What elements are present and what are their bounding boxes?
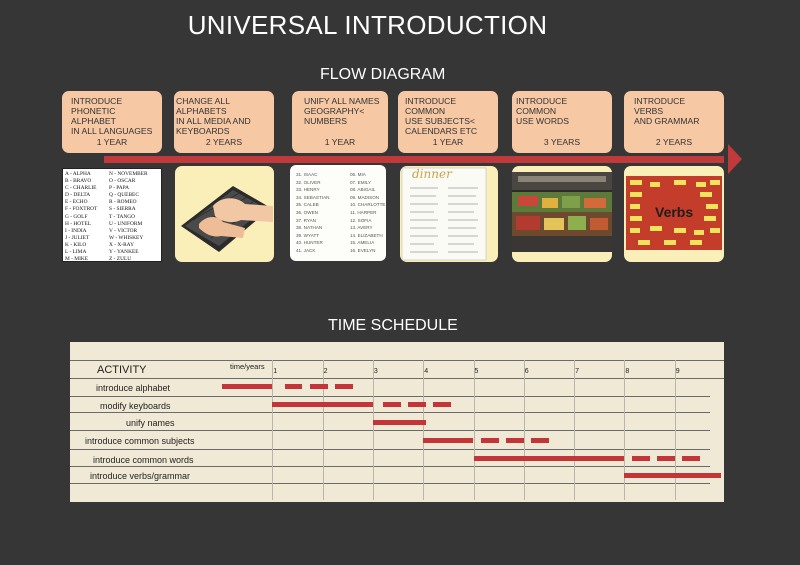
flow-step-duration: 2 YEARS: [205, 137, 243, 147]
year-tick-label: 7: [575, 368, 579, 375]
flow-step-text: INTRODUCE COMMON USE SUBJECTS< CALENDARS ETC: [405, 96, 478, 136]
name-entry: 12. SOFIA: [350, 217, 372, 223]
schedule-bar: [506, 438, 524, 443]
alphabet-entry: H - HOTEL: [65, 220, 92, 227]
name-entry: 31. ISAAC: [296, 172, 318, 177]
alphabet-entry: P - PAPA: [109, 185, 130, 192]
year-gridline: [624, 360, 625, 500]
year-tick-label: 3: [373, 368, 378, 375]
year-tick-label: 8: [625, 368, 630, 375]
alphabet-entry: X - X-RAY: [109, 241, 134, 248]
name-entry: 16. EVELYN: [350, 247, 376, 253]
name-entry: 11. HARPER: [350, 209, 377, 215]
year-tick-label: 5: [474, 368, 479, 375]
name-entry: 36. OWEN: [296, 209, 318, 215]
year-gridline: [524, 360, 525, 500]
alphabet-entry: U - UNIFORM: [109, 220, 143, 227]
schedule-bar: [383, 402, 401, 407]
activity-label: modify keyboards: [100, 401, 171, 411]
schedule-rule: [70, 396, 710, 397]
name-entry: 06. MIA: [350, 172, 366, 177]
time-schedule-title: TIME SCHEDULE: [328, 317, 458, 334]
schedule-rule: [70, 449, 710, 450]
schedule-rule: [70, 483, 710, 484]
alphabet-entry: O - OSCAR: [109, 178, 136, 185]
flow-diagram-title: FLOW DIAGRAM: [320, 66, 446, 83]
alphabet-entry: Y - YANKEE: [109, 249, 139, 256]
flow-step-duration: 1 YEAR: [324, 137, 356, 147]
activity-label: introduce common words: [93, 455, 194, 465]
schedule-bar: [222, 384, 272, 389]
schedule-rule: [70, 412, 710, 413]
flow-step-verbs: [624, 91, 724, 153]
flow-step-subjects: [398, 91, 498, 153]
year-gridline: [474, 360, 475, 500]
schedule-bar: [481, 438, 499, 443]
year-gridline: [574, 360, 575, 500]
schedule-rule: [70, 360, 724, 361]
schedule-bar: [433, 402, 451, 407]
flow-step-words: [512, 91, 612, 153]
menu-image: [400, 166, 498, 262]
schedule-bar: [632, 456, 650, 461]
schedule-bar: [272, 402, 373, 407]
name-entry: 32. OLIVER: [296, 179, 321, 185]
alphabet-entry: S - SIERRA: [109, 206, 136, 213]
schedule-bar: [373, 420, 426, 425]
schedule-rule: [70, 466, 710, 467]
year-gridline: [423, 360, 424, 500]
keyboard-hands-illustration: [175, 166, 274, 262]
alphabet-entry: E - ECHO: [65, 199, 88, 206]
name-entry: 07. EMILY: [350, 179, 372, 185]
alphabet-entry: N - NOVEMBER: [109, 171, 148, 177]
time-axis-label: time/years: [230, 362, 265, 371]
alphabet-entry: L - LIMA: [65, 249, 87, 256]
name-entry: 37. RYAN: [296, 217, 317, 223]
flow-step-text: INTRODUCE VERBS AND GRAMMAR: [634, 96, 700, 126]
alphabet-entry: M - MIKE: [65, 256, 89, 263]
activity-label: introduce common subjects: [85, 436, 195, 446]
flow-step-text: INTRODUCE PHONETIC ALPHABET IN ALL LANGUAGES: [71, 96, 153, 136]
alphabet-entry: T - TANGO: [109, 213, 136, 220]
alphabet-entry: D - DELTA: [65, 192, 91, 199]
name-entry: 38. NATHAN: [296, 225, 323, 231]
schedule-bar: [335, 384, 353, 389]
year-tick-label: 6: [524, 368, 529, 375]
phonetic-alphabet-image: [62, 168, 162, 262]
names-list-image: [290, 165, 386, 261]
schedule-bar: [285, 384, 303, 389]
year-tick-label: 2: [323, 368, 328, 375]
verbs-image: [624, 166, 724, 262]
flow-step-duration: 3 YEARS: [543, 137, 581, 147]
name-entry: 08. ABIGAIL: [350, 187, 376, 193]
schedule-bar: [531, 438, 549, 443]
schedule-rule: [70, 378, 724, 379]
alphabet-entry: G - GOLF: [65, 213, 88, 220]
schedule-bar: [474, 456, 625, 461]
keyboard-image: [175, 166, 274, 262]
schedule-rule: [70, 430, 710, 431]
year-gridline: [373, 360, 374, 500]
name-entry: 35. CALEB: [296, 202, 319, 208]
time-schedule-chart: [70, 342, 724, 502]
alphabet-column-left: [65, 171, 97, 263]
alphabet-entry: F - FOXTROT: [65, 206, 98, 213]
schedule-bar: [408, 402, 426, 407]
name-entry: 39. WYATT: [296, 232, 320, 238]
name-entry: 34. SEBASTIAN: [296, 194, 330, 200]
alphabet-entry: Q - QUEBEC: [109, 192, 139, 199]
flow-step-duration: 2 YEARS: [655, 137, 693, 147]
year-gridline: [272, 360, 273, 500]
activity-label: unify names: [126, 418, 175, 428]
alphabet-column-right: [109, 171, 148, 263]
alphabet-entry: R - ROMEO: [109, 199, 137, 206]
activity-header: ACTIVITY: [97, 364, 147, 376]
flow-step-duration: 1 YEAR: [432, 137, 464, 147]
name-entry: 13. AVERY: [350, 225, 373, 231]
year-tick-label: 9: [675, 368, 680, 375]
alphabet-entry: J - JULIET: [65, 234, 90, 241]
timeline-arrow-head: [728, 144, 742, 174]
alphabet-entry: V - VICTOR: [109, 227, 138, 234]
activity-label: introduce verbs/grammar: [90, 471, 191, 481]
year-tick-label: 1: [273, 368, 278, 375]
name-entry: 41. JACK: [296, 247, 316, 253]
schedule-bar: [657, 456, 675, 461]
alphabet-entry: W - WHISKEY: [109, 234, 144, 241]
flow-step-keyboards: [174, 91, 274, 153]
menu-title: dinner: [412, 167, 452, 181]
alphabet-entry: A - ALPHA: [65, 171, 91, 177]
year-tick-label: 4: [424, 368, 429, 375]
market-image: [512, 166, 612, 262]
name-entry: 15. AMELIA: [350, 240, 375, 246]
flow-step-names: [292, 91, 388, 153]
names-column-right: [350, 171, 385, 255]
flow-step-duration: 1 YEAR: [96, 137, 128, 147]
year-gridline: [323, 360, 324, 500]
flow-step-text: CHANGE ALL ALPHABETS IN ALL MEDIA AND KEYBOARDS: [176, 96, 251, 136]
alphabet-entry: Z - ZULU: [109, 256, 132, 263]
supermarket-illustration: [512, 166, 612, 262]
alphabet-entry: I - INDIA: [65, 227, 87, 234]
schedule-bar: [624, 473, 721, 478]
flow-step-alphabet: [62, 91, 162, 153]
schedule-bar: [310, 384, 328, 389]
names-column-left: [296, 171, 329, 255]
page-title: UNIVERSAL INTRODUCTION: [187, 10, 548, 40]
name-entry: 33. HENRY: [296, 187, 320, 193]
alphabet-entry: B - BRAVO: [65, 178, 92, 185]
name-entry: 09. MADISON: [350, 194, 380, 200]
schedule-bar: [423, 438, 473, 443]
alphabet-entry: C - CHARLIE: [65, 185, 97, 192]
schedule-bar: [682, 456, 700, 461]
activity-label: introduce alphabet: [96, 383, 171, 393]
name-entry: 40. HUNTER: [296, 240, 323, 246]
name-entry: 10. CHARLOTTE: [350, 202, 386, 208]
year-gridline: [675, 360, 676, 500]
flow-step-text: INTRODUCE COMMON USE WORDS: [516, 96, 569, 126]
verbs-label: Verbs: [655, 204, 694, 220]
name-entry: 14. ELIZABETH: [350, 232, 383, 238]
timeline-arrow-bar: [104, 156, 724, 163]
alphabet-entry: K - KILO: [65, 241, 87, 248]
flow-step-text: UNIFY ALL NAMES GEOGRAPHY< NUMBERS: [304, 96, 380, 126]
